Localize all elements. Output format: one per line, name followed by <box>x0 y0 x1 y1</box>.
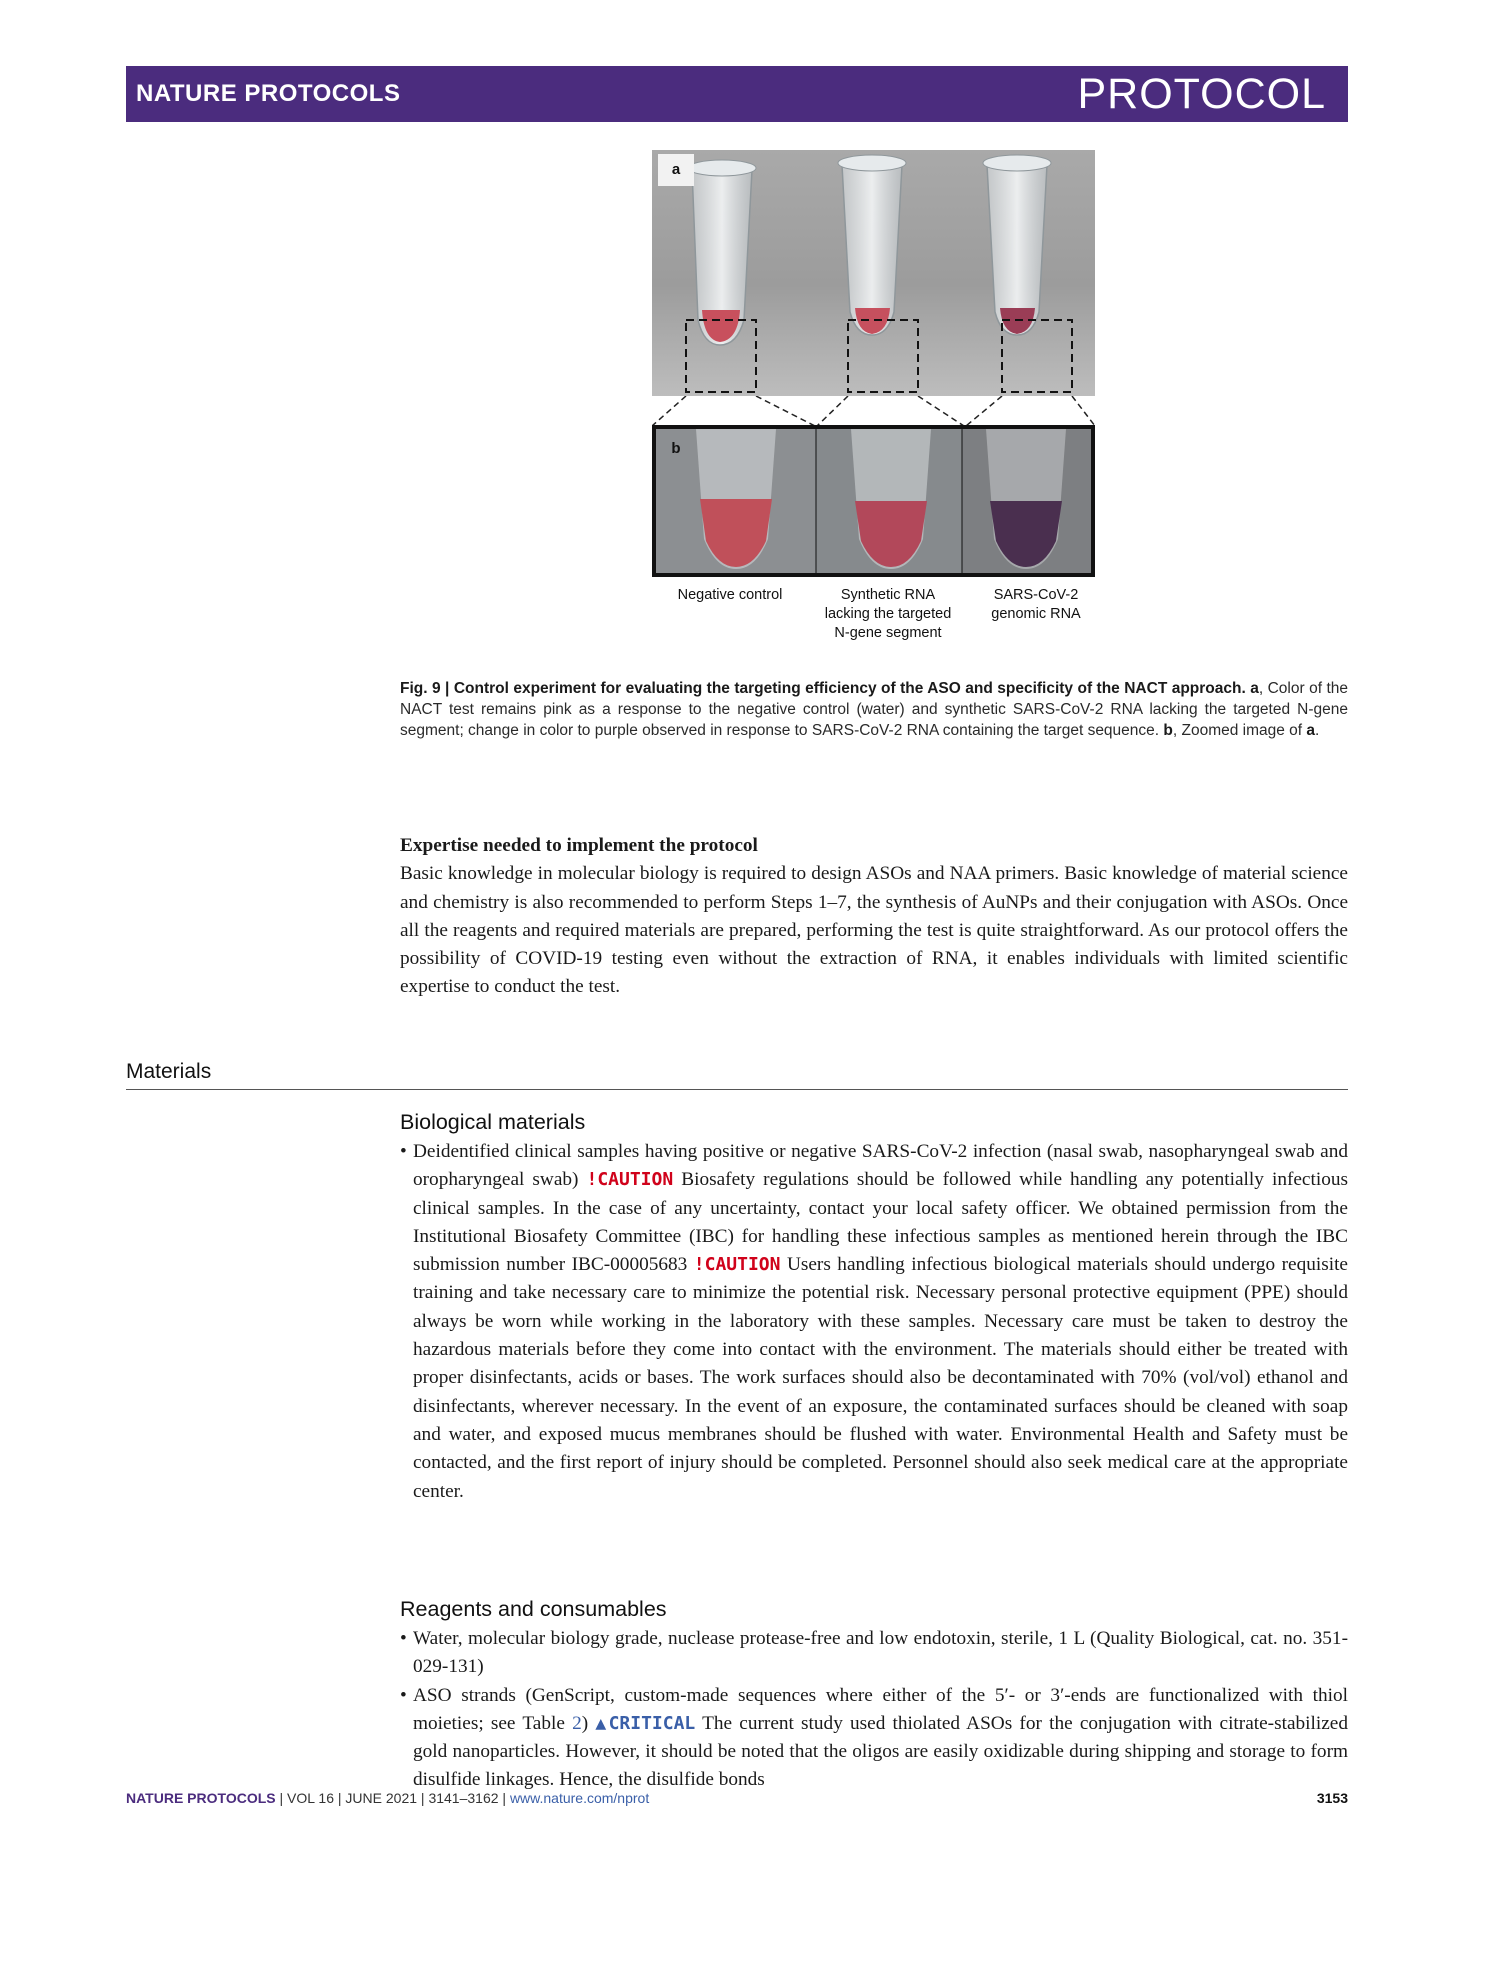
caption-a-label: a <box>1250 680 1259 697</box>
figure-panel-a <box>652 150 1095 396</box>
footer-volume: VOL 16 <box>287 1790 334 1806</box>
caption-b-label: b <box>1163 722 1173 739</box>
tubes-photo <box>652 150 1095 396</box>
tube-negative-control <box>688 160 756 345</box>
expertise-section <box>400 832 1348 1002</box>
reagents-list <box>400 1625 1348 1795</box>
list-item: • Water, molecular biology grade, nuclease protease-free and low endotoxin, sterile, 1 L (Quality Biological, cat. no. 351-029-131) <box>400 1625 1348 1682</box>
label-sars-cov2: SARS-CoV-2 genomic RNA <box>991 587 1081 622</box>
expertise-text: Basic knowledge in molecular biology is required to design ASOs and NAA primers. Basic knowledge of material science and chemistry is also recommended to perform Steps 1–7, the synthesis of AuNPs and their conjugation with ASOs. Once all the reagents and required materials are prepared, performing the test is quite straightforward. As our protocol offers the possibility of COVID-19 testing even without the extraction of RNA, it enables individuals with limited scientific expertise to conduct the test. <box>400 863 1348 998</box>
panel-b-label: b <box>671 440 681 457</box>
caution-label: !CAUTION <box>586 1169 674 1191</box>
footer-journal: NATURE PROTOCOLS <box>126 1790 276 1806</box>
materials-title: Materials <box>126 1060 212 1083</box>
panel-a-label: a <box>658 154 694 186</box>
expertise-heading: Expertise needed to implement the protocol <box>400 835 758 856</box>
table-reference-link[interactable]: 2 <box>572 1712 582 1734</box>
list-item: • ASO strands (GenScript, custom-made sequences where either of the 5′- or 3′-ends are functionalized with thiol moieties; see Table 2) ▲CRITICAL The current study used thiolated ASOs for the conjugation with citrate-stabilized gold nanoparticles. However, it should be noted that the oligos are easily oxidizable during shipping and storage to form disulfide linkages. Hence, the disulfide bonds <box>400 1682 1348 1795</box>
journal-banner <box>126 66 1348 122</box>
footer-url[interactable]: www.nature.com/nprot <box>509 1790 650 1806</box>
caution-label: !CAUTION <box>693 1254 781 1276</box>
footer-date: JUNE 2021 <box>345 1790 418 1806</box>
zoom-connectors <box>652 396 1095 426</box>
biological-materials-list <box>400 1138 1348 1506</box>
section-divider <box>126 1089 1348 1090</box>
reagents-heading: Reagents and consumables <box>400 1597 667 1621</box>
footer-pages: 3141–3162 <box>428 1790 499 1806</box>
critical-label: ▲CRITICAL <box>595 1712 696 1734</box>
caption-b-text: , Zoomed image of <box>1172 722 1303 739</box>
label-synthetic-rna: Synthetic RNA lacking the targeted N-gene segment <box>824 587 952 641</box>
journal-name: NATURE PROTOCOLS <box>136 80 401 107</box>
biological-materials-heading: Biological materials <box>400 1110 586 1134</box>
article-type: PROTOCOL <box>1077 70 1326 118</box>
page-footer: NATURE PROTOCOLS | VOL 16 | JUNE 2021 | 3141–3162 | www.nature.com/nprot 3153 <box>126 1790 1348 1806</box>
label-negative-control: Negative control <box>677 587 783 603</box>
list-item: • Deidentified clinical samples having positive or negative SARS-CoV-2 infection (nasal swab, nasopharyngeal swab and oropharyngeal swab) !CAUTION Biosafety regulations should be followed while handling any potentially infectious clinical samples. In the case of any uncertainty, contact your local safety officer. We obtained permission from the Institutional Biosafety Committee (IBC) for handling these infectious samples as mentioned herein through the IBC submission number IBC-00005683 !CAUTION Users handling infectious biological materials should undergo requisite training and take necessary care to minimize the potential risk. Necessary personal protective equipment (PPE) should always be worn while working in the laboratory with these samples. Necessary care must be taken to destroy the hazardous materials before they come into contact with the environment. The materials should either be treated with proper disinfectants, acids or bases. The work surfaces should also be decontaminated with 70% (vol/vol) ethanol and disinfectants, wherever necessary. In the event of an exposure, the contaminated surfaces should be cleaned with soap and water, and exposed mucus membranes should be flushed with water. Environmental Health and Safety must be contacted, and the first report of injury should be completed. Personnel should also seek medical care at the appropriate center. <box>400 1138 1348 1506</box>
figure-panel-b <box>652 425 1095 577</box>
caption-title: Fig. 9 | Control experiment for evaluating the targeting efficiency of the ASO and specificity of the NACT approach. <box>400 680 1246 697</box>
tube-synthetic-rna <box>838 155 906 335</box>
figure-caption: Fig. 9 | Control experiment for evaluating the targeting efficiency of the ASO and specificity of the NACT approach. a, Color of the NACT test remains pink as a response to the negative control (water) and synthetic SARS-CoV-2 RNA lacking the targeted N-gene segment; change in color to purple observed in response to SARS-CoV-2 RNA containing the target sequence. b, Zoomed image of a. <box>400 680 1348 739</box>
zoomed-tubes-photo <box>656 429 1091 573</box>
page-number: 3153 <box>1316 1790 1348 1806</box>
caption-b-ref: a <box>1306 722 1316 739</box>
tube-sars-cov2 <box>983 155 1051 335</box>
caption-a-text: , Color of the NACT test remains pink as a response to the negative control (water) and synthetic SARS-CoV-2 RNA lacking the targeted N-gene segment; change in color to purple observed in response to SARS-CoV-2 RNA containing the target sequence. <box>400 680 1348 739</box>
